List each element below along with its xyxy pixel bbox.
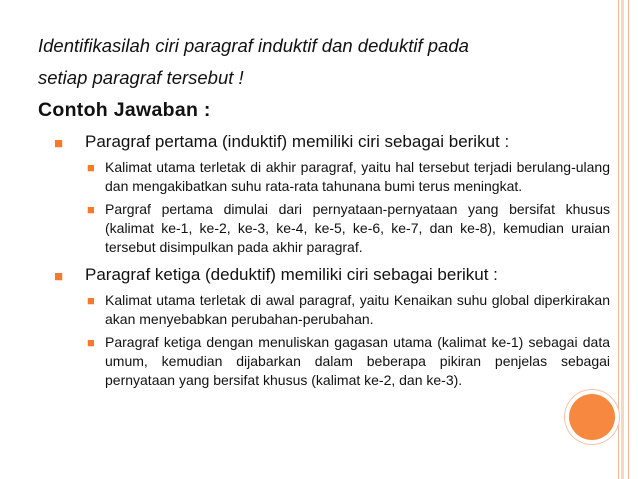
subpoint-text: Kalimat utama terletak di awal paragraf, yaitu Kenaikan suhu global diperkirakan akan menyebabkan perubahan-perubahan. <box>105 292 610 327</box>
subpoint <box>87 158 610 196</box>
square-bullet-icon: ■ <box>87 202 95 217</box>
decorative-circle <box>569 394 615 440</box>
subpoint <box>87 200 610 257</box>
point-text: Paragraf pertama (induktif) memiliki ciri sebagai berikut : <box>85 132 510 151</box>
square-bullet-icon: ■ <box>87 293 95 308</box>
square-bullet-icon: ■ <box>87 160 95 175</box>
answer-heading: Contoh Jawaban : <box>38 99 211 121</box>
subpoint-text: Pargraf pertama dimulai dari pernyataan-pernyataan yang bersifat khusus (kalimat ke-1, ke-2, ke-3, ke-4, ke-5, ke-6, ke-7, dan ke-8), kemudian uraian tersebut disimpulkan pada akhir paragraf. <box>105 201 610 255</box>
slide-content <box>38 30 608 390</box>
square-bullet-icon: ■ <box>54 268 64 285</box>
subpoint <box>87 291 610 329</box>
square-bullet-icon: ■ <box>54 135 64 152</box>
instruction-line-1: Identifikasilah ciri paragraf induktif dan deduktif pada <box>38 35 469 56</box>
point-inductive <box>46 130 608 154</box>
square-bullet-icon: ■ <box>87 335 95 350</box>
subpoint <box>87 333 610 390</box>
point-text: Paragraf ketiga (deduktif) memiliki ciri sebagai berikut : <box>85 265 498 284</box>
subpoint-text: Paragraf ketiga dengan menuliskan gagasan utama (kalimat ke-1) sebagai data umum, kemudian dijabarkan dalam beberapa pikiran penjelas sebagai pernyataan yang bersifat khusus (kalimat ke-2, dan ke-3). <box>105 334 610 388</box>
instruction-line-2: setiap paragraf tersebut ! <box>38 67 244 88</box>
right-decorative-border-inner <box>621 0 624 479</box>
point-deductive <box>46 263 608 287</box>
subpoint-text: Kalimat utama terletak di akhir paragraf, yaitu hal tersebut terjadi berulang-ulang dan mengakibatkan suhu rata-rata tahunana bumi terus meningkat. <box>105 159 610 194</box>
